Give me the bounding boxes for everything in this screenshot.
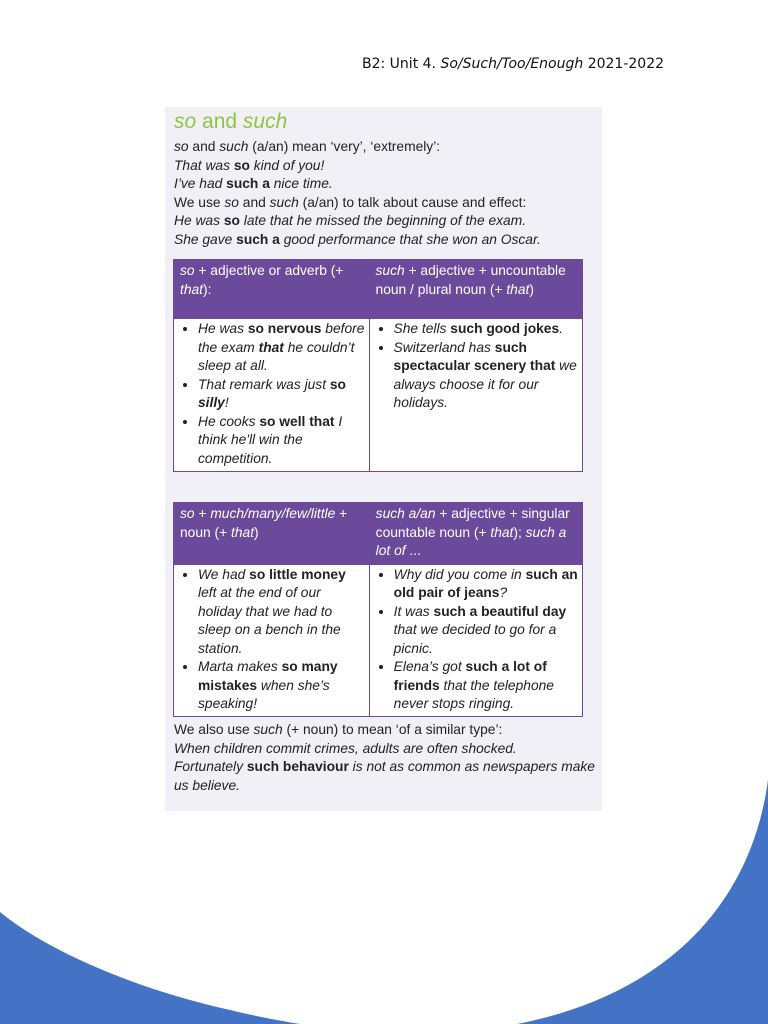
text-segment: that [231, 524, 255, 540]
text-segment: kind of you! [249, 157, 325, 173]
example-item [198, 658, 365, 714]
text-segment: ) [529, 281, 534, 297]
text-segment: She tells [393, 321, 451, 336]
text-segment: We use [174, 194, 225, 210]
text-segment: good performance that she won an Oscar. [279, 231, 541, 247]
bold-text: such a [226, 176, 270, 191]
text-segment: Switzerland has [393, 339, 495, 355]
text-segment: that [490, 524, 514, 540]
text-segment: ): [203, 281, 212, 297]
bold-text: so many mistakes [198, 659, 338, 693]
intro-line [174, 157, 599, 176]
text-segment: Fortunately [174, 759, 247, 774]
bold-text: such a [236, 231, 280, 247]
bold-text: such a lot of friends [393, 659, 547, 693]
text-segment: She gave [174, 231, 237, 247]
example-item [394, 603, 578, 659]
text-segment: That remark was just [198, 376, 330, 392]
bold-text: so well that [259, 413, 335, 429]
text-segment: ... [405, 543, 421, 558]
text-segment: that the telephone never stops ringing. [393, 677, 554, 711]
bold-text: silly [198, 395, 225, 410]
text-segment: + [194, 506, 211, 521]
text-segment: so [174, 139, 189, 154]
table2-left-list [180, 566, 365, 714]
example-item [394, 339, 578, 413]
page-header [362, 56, 664, 72]
intro-line [174, 175, 599, 194]
intro-section [174, 138, 599, 249]
bold-text: that [258, 339, 284, 355]
text-segment: we always choose it for our holidays. [393, 358, 577, 410]
text-segment: and [196, 110, 243, 133]
text-segment: That was [174, 157, 234, 173]
text-segment: He cooks [198, 413, 260, 429]
text-segment: ? [499, 585, 508, 600]
grammar-card [165, 107, 602, 811]
example-item [198, 566, 365, 659]
table2-cell-right [369, 564, 582, 716]
text-segment: + adjective or adverb (+ [194, 263, 344, 278]
table2-cell-left [174, 564, 370, 716]
text-segment: he couldn’t sleep at all. [198, 339, 355, 373]
text-segment: ! [224, 395, 229, 410]
text-segment: + noun (+ [180, 506, 348, 540]
outro-line [174, 721, 599, 740]
card-content [174, 107, 599, 249]
text-segment: He was [174, 213, 224, 228]
text-segment: so [180, 263, 195, 278]
text-segment: ) [254, 524, 259, 540]
bold-text: such a beautiful day [433, 603, 567, 619]
text-segment: late that he missed the beginning of the exam. [239, 213, 527, 228]
text-segment: ); [513, 524, 526, 540]
intro-line [174, 231, 599, 250]
card-title [174, 110, 599, 134]
text-segment: When children commit crimes, adults are often shocked. [174, 740, 517, 756]
bold-text: so [223, 213, 240, 228]
text-segment: such [253, 722, 283, 737]
bold-text: so [329, 376, 346, 392]
grammar-table-2 [173, 502, 583, 717]
text-segment: such [219, 139, 249, 154]
bold-text: such behaviour [246, 759, 349, 774]
text-segment: so [224, 194, 239, 210]
text-segment: I think he'll win the competition. [198, 413, 343, 466]
table1-header-left [174, 260, 370, 319]
text-segment: left at the end of our holiday that we had to sleep on a bench in the station. [198, 585, 341, 656]
table1-cell-right [369, 319, 582, 472]
text-segment: is not as common as newspapers make us believe. [174, 759, 595, 793]
text-segment: and [188, 139, 220, 154]
example-item [394, 566, 578, 603]
example-item [198, 320, 365, 376]
example-item [394, 320, 578, 339]
header-years: 2021-2022 [583, 56, 665, 72]
text-segment: and [238, 194, 270, 210]
text-segment: that we decided to go for a picnic. [393, 622, 557, 656]
text-segment: so [174, 110, 197, 133]
text-segment: + adjective + uncountable noun / plural noun (+ [375, 263, 566, 297]
text-segment: We had [198, 566, 250, 582]
bold-text: so [233, 157, 250, 173]
text-segment: such [242, 110, 288, 133]
text-segment: before the exam [198, 321, 365, 355]
text-segment: such a lot of [375, 524, 567, 558]
bold-text: such good jokes [450, 321, 560, 336]
text-segment: We also use [174, 722, 254, 737]
text-segment: much/many/few/little [210, 506, 336, 521]
header-topic: So/Such/Too/Enough [440, 56, 584, 72]
text-segment: such a/an [375, 506, 436, 521]
text-segment: that [506, 281, 530, 297]
outro-section [174, 721, 599, 795]
table2-header-right [369, 503, 582, 565]
outro-line [174, 740, 599, 759]
intro-line [174, 212, 599, 231]
bold-text: so little money [249, 566, 346, 582]
text-segment: that [180, 281, 204, 297]
text-segment: Marta makes [198, 659, 282, 674]
text-segment: I’ve had [174, 176, 227, 191]
bold-text: such an old pair of jeans [393, 566, 578, 600]
table2-right-list [376, 566, 578, 714]
text-segment: such [375, 263, 405, 278]
text-segment: such [269, 194, 299, 210]
table1-cell-left [174, 319, 370, 472]
table2-header-left [174, 503, 370, 565]
example-item [198, 376, 365, 413]
text-segment: It was [393, 603, 434, 619]
outro-line [174, 758, 599, 795]
example-item [394, 658, 578, 714]
table1-right-list [376, 320, 578, 413]
text-segment: so [180, 506, 195, 521]
example-item [198, 413, 365, 469]
header-prefix: B2: Unit 4. [362, 56, 441, 72]
grammar-table-1 [173, 259, 583, 472]
text-segment: + adjective + singular countable noun (+ [375, 506, 570, 540]
text-segment: . [559, 321, 563, 336]
text-segment: nice time. [269, 176, 333, 191]
table1-left-list [180, 320, 365, 468]
intro-line [174, 138, 599, 157]
text-segment: (+ noun) to mean ‘of a similar type’: [282, 722, 503, 737]
bold-text: so nervous [247, 321, 322, 336]
text-segment: (a/an) to talk about cause and effect: [298, 194, 527, 210]
text-segment: Elena’s got [393, 659, 466, 674]
text-segment: Why did you come in [393, 566, 526, 582]
text-segment: when she’s speaking! [198, 677, 330, 711]
intro-line [174, 194, 599, 213]
bold-text: such spectacular scenery that [393, 339, 556, 373]
table1-header-right [369, 260, 582, 319]
text-segment: (a/an) mean ‘very’, ‘extremely’: [248, 139, 441, 154]
text-segment: He was [198, 321, 248, 336]
